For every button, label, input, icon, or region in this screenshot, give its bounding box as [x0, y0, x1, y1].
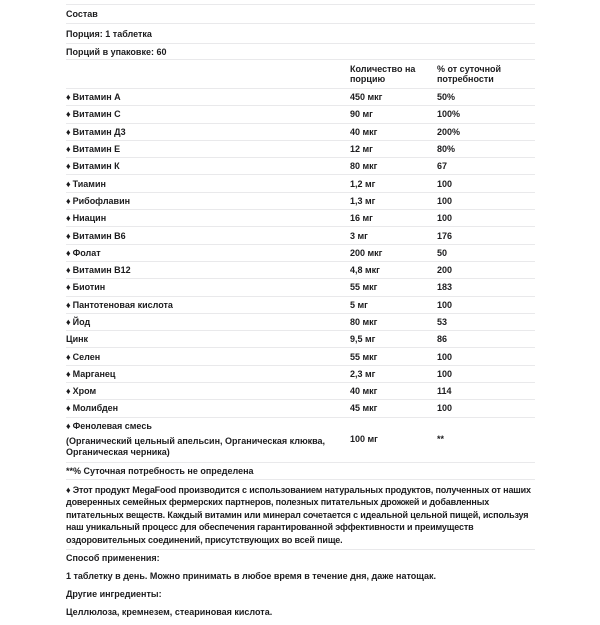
diamond-bullet-icon: ♦ — [66, 386, 71, 397]
diamond-bullet-icon: ♦ — [66, 92, 71, 103]
nutrient-name: Биотин — [72, 282, 106, 293]
nutrient-name-cell — [66, 179, 350, 189]
dv-footnote-text: **% Суточная потребность не определена — [66, 465, 254, 476]
nutrient-amount: 90 мг — [350, 109, 373, 120]
diamond-bullet-icon: ♦ — [66, 317, 71, 327]
nutrient-row — [66, 314, 535, 331]
nutrient-row — [66, 366, 535, 383]
nutrient-dv: 53 — [437, 317, 448, 327]
nutrient-dv: 114 — [437, 386, 452, 397]
nutrient-name: Витамин С — [72, 109, 121, 120]
nutrient-amount: 80 мкг — [350, 161, 378, 172]
diamond-bullet-icon: ♦ — [66, 420, 71, 431]
diamond-bullet-icon: ♦ — [66, 178, 71, 189]
nutrient-dv: 200% — [437, 126, 461, 137]
dv-column-header: % от суточной потребности — [437, 63, 502, 84]
nutrient-name-cell — [66, 421, 350, 458]
nutrient-name: Пантотеновая кислота — [72, 299, 173, 310]
nutrient-name: Марганец — [72, 368, 116, 379]
diamond-bullet-icon: ♦ — [66, 126, 71, 137]
nutrient-row — [66, 106, 535, 123]
nutrient-dv: 67 — [437, 161, 448, 172]
nutrient-amount: 1,2 мг — [350, 178, 376, 189]
nutrient-amount: 100 мг — [350, 434, 378, 445]
composition-title: Состав — [66, 9, 98, 19]
nutrient-amount: 16 мг — [350, 213, 373, 224]
diamond-bullet-icon: ♦ — [66, 230, 71, 241]
nutrient-row — [66, 141, 535, 158]
nutrient-name: Витамин К — [72, 161, 120, 172]
nutrient-name: Йод — [72, 317, 91, 327]
nutrient-dv: 100 — [437, 299, 453, 310]
diamond-bullet-icon: ♦ — [66, 161, 71, 172]
nutrient-dv: 100 — [437, 368, 453, 379]
product-description: ♦ Этот продукт MegaFood производится с использованием натуральных продуктов, полученных от наших доверенных семейных фермерских партнеров, полезных питательных дрожжей и добавленных питательных веществ. Каждый витамин или минерал сочетается с идеальной цельной пищей, используя наш уникальный процесс для обеспечения гарантированной эффективности и преимуществ оздоровительных соединений, присутствующих во всей пище. — [66, 480, 535, 550]
nutrient-row — [66, 418, 535, 463]
nutrient-name: Витамин B6 — [72, 230, 126, 241]
diamond-bullet-icon: ♦ — [66, 213, 71, 224]
servings-per-pack-row — [66, 44, 535, 60]
nutrient-dv: 100 — [437, 178, 453, 189]
nutrient-row — [66, 193, 535, 210]
nutrient-row — [66, 158, 535, 175]
nutrient-name-cell — [66, 265, 350, 275]
column-header-row — [66, 60, 535, 89]
nutrient-name: Хром — [72, 386, 97, 397]
nutrient-name-cell — [66, 231, 350, 241]
diamond-bullet-icon: ♦ — [66, 351, 71, 362]
nutrient-row — [66, 227, 535, 244]
nutrient-dv: 100 — [437, 403, 453, 414]
nutrient-name: Витамин А — [72, 92, 121, 103]
nutrient-dv: 100 — [437, 213, 453, 224]
nutrient-amount: 45 мкг — [350, 403, 378, 414]
nutrient-amount: 9,5 мг — [350, 334, 376, 345]
nutrient-row — [66, 279, 535, 296]
serving-size-row — [66, 24, 535, 44]
nutrient-amount: 4,8 мкг — [350, 265, 380, 276]
nutrient-dv: 183 — [437, 282, 453, 293]
nutrient-name-cell — [66, 300, 350, 310]
nutrient-amount: 3 мг — [350, 230, 368, 241]
nutrient-name-cell — [66, 92, 350, 102]
nutrient-amount: 40 мкг — [350, 126, 378, 137]
nutrient-name: Витамин Д3 — [72, 126, 126, 137]
diamond-bullet-icon: ♦ — [66, 265, 71, 276]
nutrient-name: Ниацин — [72, 213, 107, 224]
amount-column-header: Количество на порцию — [350, 63, 416, 84]
nutrient-name: Фолат — [72, 247, 101, 258]
nutrient-amount: 200 мкг — [350, 247, 383, 258]
nutrient-name-cell — [66, 196, 350, 206]
diamond-bullet-icon: ♦ — [66, 109, 71, 120]
nutrient-name-cell — [66, 161, 350, 171]
usage-text: 1 таблетку в день. Можно принимать в любое время в течение дня, даже натощак. — [66, 570, 436, 581]
nutrient-name-cell — [66, 386, 350, 396]
diamond-bullet-icon: ♦ — [66, 195, 71, 206]
nutrient-row — [66, 124, 535, 141]
nutrient-row — [66, 89, 535, 106]
nutrient-amount: 1,3 мг — [350, 195, 376, 206]
nutrient-name: Фенолевая смесь — [72, 420, 152, 431]
diamond-bullet-icon: ♦ — [66, 299, 71, 310]
nutrient-row — [66, 297, 535, 314]
nutrient-row — [66, 383, 535, 400]
other-ingredients-text: Целлюлоза, кремнезем, стеариновая кислота. — [66, 606, 273, 617]
nutrient-name-cell — [66, 127, 350, 137]
supplement-facts-section — [66, 4, 535, 625]
nutrient-amount: 55 мкг — [350, 351, 378, 362]
other-ingredients-heading: Другие ингредиенты: — [66, 588, 162, 599]
nutrient-dv: 176 — [437, 230, 453, 241]
servings-per-pack-text: Порций в упаковке: 60 — [66, 46, 167, 57]
nutrient-rows — [66, 89, 535, 463]
nutrient-name-cell — [66, 317, 350, 327]
nutrient-name: Витамин B12 — [72, 265, 131, 276]
nutrient-row — [66, 400, 535, 417]
dv-footnote-row — [66, 463, 535, 480]
nutrient-name-cell — [66, 334, 350, 344]
serving-size-text: Порция: 1 таблетка — [66, 28, 152, 39]
nutrient-name-cell — [66, 144, 350, 154]
nutrient-name-cell — [66, 403, 350, 413]
nutrient-name: Тиамин — [72, 178, 106, 189]
nutrient-name-cell — [66, 369, 350, 379]
usage-and-ingredients-section — [66, 550, 535, 618]
diamond-bullet-icon: ♦ — [66, 282, 71, 293]
nutrient-amount: 40 мкг — [350, 386, 378, 397]
nutrient-note: (Органический цельный апельсин, Органическая клюква, Органическая черника) — [66, 435, 326, 457]
composition-title-row — [66, 5, 535, 24]
nutrient-name: Молибден — [72, 403, 119, 414]
nutrient-amount: 12 мг — [350, 144, 373, 155]
nutrient-amount: 2,3 мг — [350, 368, 376, 379]
nutrient-name: Витамин Е — [72, 144, 121, 155]
nutrient-dv: 100% — [437, 109, 461, 120]
nutrient-amount: 55 мкг — [350, 282, 378, 293]
nutrient-dv: 50 — [437, 247, 448, 258]
diamond-bullet-icon: ♦ — [66, 247, 71, 258]
nutrient-dv: 100 — [437, 195, 453, 206]
nutrient-row — [66, 245, 535, 262]
nutrient-name-cell — [66, 213, 350, 223]
nutrient-name: Рибофлавин — [72, 195, 131, 206]
nutrient-name-cell — [66, 109, 350, 119]
usage-heading: Способ применения: — [66, 552, 160, 563]
nutrient-dv: 80% — [437, 144, 456, 155]
nutrient-name-cell — [66, 352, 350, 362]
nutrient-row — [66, 262, 535, 279]
nutrient-name-cell — [66, 282, 350, 292]
nutrient-dv: 200 — [437, 265, 453, 276]
nutrient-name: Цинк — [66, 334, 89, 345]
nutrient-amount: 5 мг — [350, 299, 368, 310]
nutrient-name: Селен — [72, 351, 101, 362]
nutrient-row — [66, 210, 535, 227]
diamond-bullet-icon: ♦ — [66, 144, 71, 155]
nutrient-dv: 100 — [437, 351, 453, 362]
diamond-bullet-icon: ♦ — [66, 368, 71, 379]
nutrient-amount: 80 мкг — [350, 317, 378, 327]
nutrient-row — [66, 348, 535, 365]
nutrient-dv: 86 — [437, 334, 448, 345]
nutrient-row — [66, 175, 535, 192]
nutrient-name-cell — [66, 248, 350, 258]
nutrient-row — [66, 331, 535, 348]
diamond-bullet-icon: ♦ — [66, 403, 71, 414]
nutrient-amount: 450 мкг — [350, 92, 383, 103]
nutrient-dv: 50% — [437, 92, 456, 103]
nutrient-dv: ** — [437, 434, 445, 445]
